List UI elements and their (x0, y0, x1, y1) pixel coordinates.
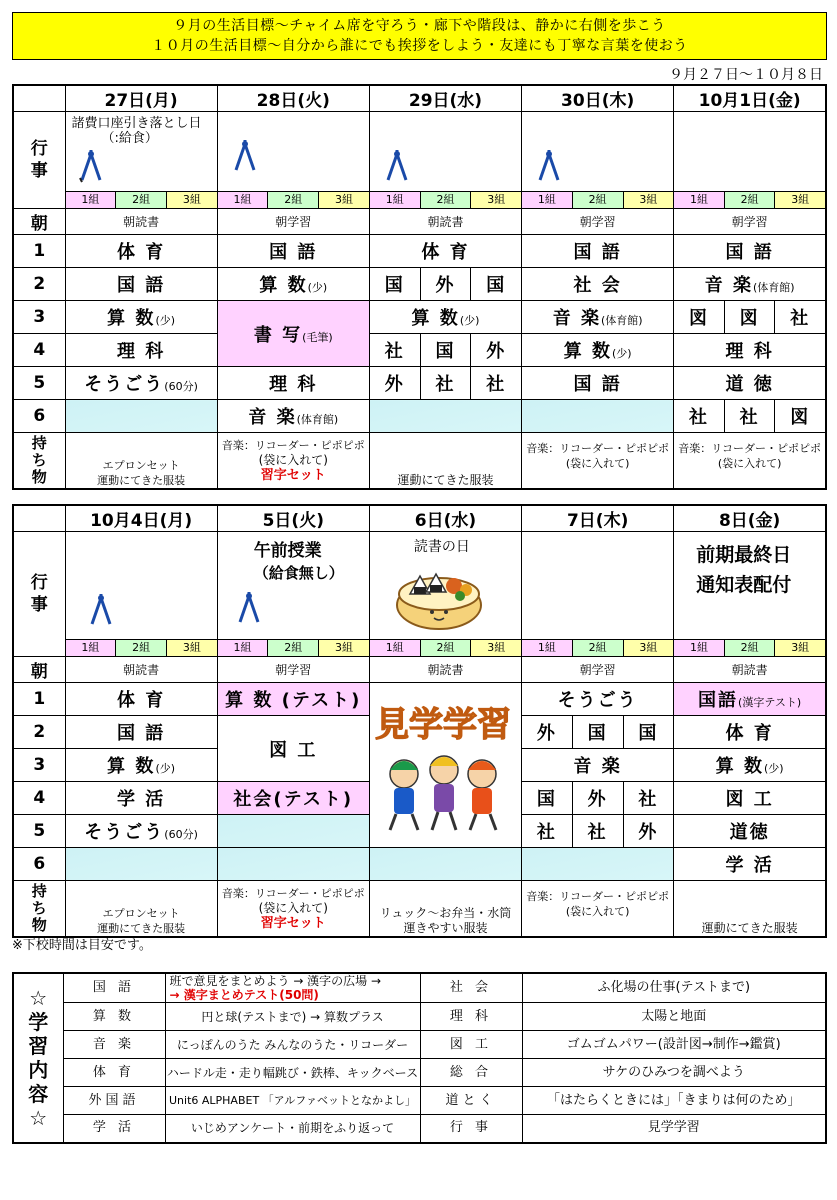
period-label: 4 (13, 782, 65, 815)
day-header: 5日(火) (217, 505, 369, 532)
lesson-split: 社 社 外 (522, 815, 674, 848)
lesson-split: 社 社 図 (674, 400, 826, 433)
period-label: 5 (13, 815, 65, 848)
lesson: 体 育 (369, 235, 521, 268)
lesson: 算 数(少) (674, 749, 826, 782)
lesson: 道 徳 (674, 367, 826, 400)
lesson: 学 活 (65, 782, 217, 815)
compass-icon (534, 148, 564, 184)
lesson: 理 科 (217, 367, 369, 400)
subject-label: 体 育 (63, 1059, 165, 1087)
group-row: 1組 2組 3組 (369, 640, 521, 657)
group-row: 1組 2組 3組 (369, 192, 521, 209)
subject-content: ゴムゴムパワー(設計図→制作→鑑賞) (522, 1031, 826, 1059)
lesson-split: 図 図 社 (674, 301, 826, 334)
morning-activity: 朝学習 (522, 209, 674, 235)
event-sub: （:給食） (101, 131, 158, 146)
lesson-split: 外 社 社 (369, 367, 521, 400)
dismissal-note: ※下校時間は目安です。 (12, 938, 152, 953)
group-row: 1組 2組 3組 (674, 192, 826, 209)
event-cell (522, 532, 674, 640)
subject-content: にっぽんのうた みんなのうた・リコーダー (165, 1031, 420, 1059)
study-content-table (12, 972, 827, 1144)
day-header: 10月4日(月) (65, 505, 217, 532)
lesson: 国 語 (674, 235, 826, 268)
lesson: 国 語 (522, 367, 674, 400)
event-text: 前期最終日 (696, 544, 792, 566)
period-label: 4 (13, 334, 65, 367)
morning-activity: 朝読書 (65, 209, 217, 235)
empty-lesson (522, 848, 674, 881)
subject-label: 理 科 (420, 1003, 522, 1031)
morning-activity: 朝学習 (674, 209, 826, 235)
lesson-split: 社 国 外 (369, 334, 521, 367)
lesson: 理 科 (674, 334, 826, 367)
subject-label: 国 語 (63, 973, 165, 1003)
lesson: 音 楽(体育館) (522, 301, 674, 334)
field-trip-illustration (372, 690, 514, 840)
compass-icon (86, 592, 116, 628)
empty-lesson (65, 400, 217, 433)
lesson: 算 数(少) (65, 301, 217, 334)
subject-label: 行 事 (420, 1115, 522, 1143)
lesson: 音 楽(体育館) (217, 400, 369, 433)
event-label: 行事 (13, 532, 65, 657)
lesson: 理 科 (65, 334, 217, 367)
bring-items: 運動にてきた服装 (674, 881, 826, 937)
event-text: 通知表配付 (696, 574, 792, 596)
event-label: 行事 (13, 112, 65, 209)
group-row: 1組 2組 3組 (522, 192, 674, 209)
subject-content: いじめアンケート・前期をふり返って (165, 1115, 420, 1143)
lesson: そうごう(60分) (65, 367, 217, 400)
empty-lesson (217, 848, 369, 881)
bring-items: エプロンセット 運動にてきた服装 (65, 433, 217, 489)
subject-content: サケのひみつを調べよう (522, 1059, 826, 1087)
day-header: 29日(水) (369, 85, 521, 112)
bring-items: エプロンセット 運動にてきた服装 (65, 881, 217, 937)
event-cell (217, 532, 369, 640)
lesson-split: 国 外 社 (522, 782, 674, 815)
subject-label: 道とく (420, 1087, 522, 1115)
lesson-split: 外 国 国 (522, 716, 674, 749)
lesson: 図 工 (674, 782, 826, 815)
lesson: 国語(漢字テスト) (674, 683, 826, 716)
day-header: 6日(水) (369, 505, 521, 532)
empty-lesson (522, 400, 674, 433)
subject-content: ふ化場の仕事(テストまで) (522, 973, 826, 1003)
event-cell (674, 532, 826, 640)
bring-items: 運動にてきた服装 (369, 433, 521, 489)
event-sub: （給食無し） (253, 564, 344, 582)
subject-label: 図 工 (420, 1031, 522, 1059)
lesson: 体 育 (65, 683, 217, 716)
week1-timetable (12, 84, 827, 490)
event-cell (217, 112, 369, 192)
bring-label: 持ち物 (13, 433, 65, 489)
subject-label: 算 数 (63, 1003, 165, 1031)
lesson-split: 国 外 国 (369, 268, 521, 301)
group-row: 1組 2組 3組 (217, 192, 369, 209)
event-cell (369, 112, 521, 192)
subject-content: 班で意見をまとめよう → 漢字の広場 → → 漢字まとめテスト(50問) (165, 973, 420, 1003)
event-cell (522, 112, 674, 192)
event-text: 諸費口座引き落とし日 (71, 116, 202, 131)
lesson: 体 育 (65, 235, 217, 268)
subject-content: ハードル走・走り幅跳び・鉄棒、キックベース (165, 1059, 420, 1087)
bring-items: 音楽：リコーダー・ピポピポ (袋に入れて) (522, 433, 674, 489)
day-header: 10月1日(金) (674, 85, 826, 112)
lesson: 国 語 (65, 716, 217, 749)
event-cell (65, 112, 217, 192)
bring-label: 持ち物 (13, 881, 65, 937)
bring-items: リュック～お弁当・水筒 運きやすい服装 (369, 881, 521, 937)
event-text: 読書の日 (413, 539, 470, 555)
monthly-goals-banner (12, 12, 827, 60)
lesson: 体 育 (674, 716, 826, 749)
lesson: 書 写(毛筆) (217, 301, 369, 367)
lesson: 国 語 (217, 235, 369, 268)
lesson: 算 数 (テスト) (217, 683, 369, 716)
compass-icon (382, 148, 412, 184)
schedule-period: ９月２７日～１０月８日 (669, 67, 823, 83)
period-label: 6 (13, 848, 65, 881)
morning-activity: 朝読書 (674, 657, 826, 683)
period-label: 1 (13, 235, 65, 268)
period-label: 6 (13, 400, 65, 433)
event-cell (65, 532, 217, 640)
group-row: 1組 2組 3組 (65, 640, 217, 657)
subject-label: 学 活 (63, 1115, 165, 1143)
bring-items: 音楽：リコーダー・ピポピポ (袋に入れて) 習字セット (217, 433, 369, 489)
day-header: 8日(金) (674, 505, 826, 532)
morning-label: 朝 (13, 209, 65, 235)
lesson: 図 工 (217, 716, 369, 782)
lesson: そうごう(60分) (65, 815, 217, 848)
morning-activity: 朝読書 (369, 209, 521, 235)
compass-icon (76, 148, 106, 184)
lesson: 国 語 (522, 235, 674, 268)
morning-activity: 朝学習 (217, 657, 369, 683)
event-cell (674, 112, 826, 192)
morning-activity: 朝読書 (369, 657, 521, 683)
group-row: 1組 2組 3組 (217, 640, 369, 657)
compass-icon (230, 138, 260, 174)
september-goal: ９月の生活目標～チャイム席を守ろう・廊下や階段は、静かに右側を歩こう (173, 18, 666, 34)
lesson: 算 数(少) (369, 301, 521, 334)
morning-activity: 朝学習 (217, 209, 369, 235)
period-label: 5 (13, 367, 65, 400)
event-text: 午前授業 (253, 541, 322, 561)
subject-content: 円と球(テストまで) → 算数プラス (165, 1003, 420, 1031)
subject-label: 総 合 (420, 1059, 522, 1087)
group-row: 1組 2組 3組 (522, 640, 674, 657)
period-label: 3 (13, 301, 65, 334)
period-label: 3 (13, 749, 65, 782)
subject-label: 社 会 (420, 973, 522, 1003)
subject-label: 音 楽 (63, 1031, 165, 1059)
subject-content: 「はたらくときには」「きまりは何のため」 (522, 1087, 826, 1115)
lesson: 算 数(少) (65, 749, 217, 782)
bring-items: 音楽：リコーダー・ピポピポ (袋に入れて) 習字セット (217, 881, 369, 937)
day-header: 27日(月) (65, 85, 217, 112)
empty-lesson (65, 848, 217, 881)
lesson: 算 数(少) (522, 334, 674, 367)
lesson: 音 楽 (522, 749, 674, 782)
empty-lesson (217, 815, 369, 848)
group-row: 1組 2組 3組 (65, 192, 217, 209)
period-label: 2 (13, 716, 65, 749)
lesson: 音 楽(体育館) (674, 268, 826, 301)
subject-label: 外国語 (63, 1087, 165, 1115)
day-header: 28日(火) (217, 85, 369, 112)
compass-icon (234, 590, 264, 626)
lesson: 国 語 (65, 268, 217, 301)
empty-lesson (369, 848, 521, 881)
morning-activity: 朝読書 (65, 657, 217, 683)
day-header: 7日(木) (522, 505, 674, 532)
subject-content: 太陽と地面 (522, 1003, 826, 1031)
lesson: 学 活 (674, 848, 826, 881)
bring-items: 音楽：リコーダー・ピポピポ (袋に入れて) (674, 433, 826, 489)
morning-activity: 朝学習 (522, 657, 674, 683)
lesson: 社会(テスト) (217, 782, 369, 815)
study-title: ☆学習内容☆ (13, 973, 63, 1143)
morning-label: 朝 (13, 657, 65, 683)
subject-content: 見学学習 (522, 1115, 826, 1143)
bento-illustration (394, 560, 484, 630)
bring-items: 音楽：リコーダー・ピポピポ (袋に入れて) (522, 881, 674, 937)
october-goal: １０月の生活目標～自分から誰にでも挨拶をしよう・友達にも丁寧な言葉を使おう (151, 38, 688, 54)
empty-lesson (369, 400, 521, 433)
lesson: 算 数(少) (217, 268, 369, 301)
field-trip-title: 見学学習 (375, 705, 511, 745)
group-row: 1組 2組 3組 (674, 640, 826, 657)
lesson: 道徳 (674, 815, 826, 848)
period-label: 1 (13, 683, 65, 716)
day-header: 30日(木) (522, 85, 674, 112)
lesson: 社 会 (522, 268, 674, 301)
lesson: そうごう (522, 683, 674, 716)
subject-content: Unit6 ALPHABET 「アルファベットとなかよし」 (165, 1087, 420, 1115)
period-label: 2 (13, 268, 65, 301)
